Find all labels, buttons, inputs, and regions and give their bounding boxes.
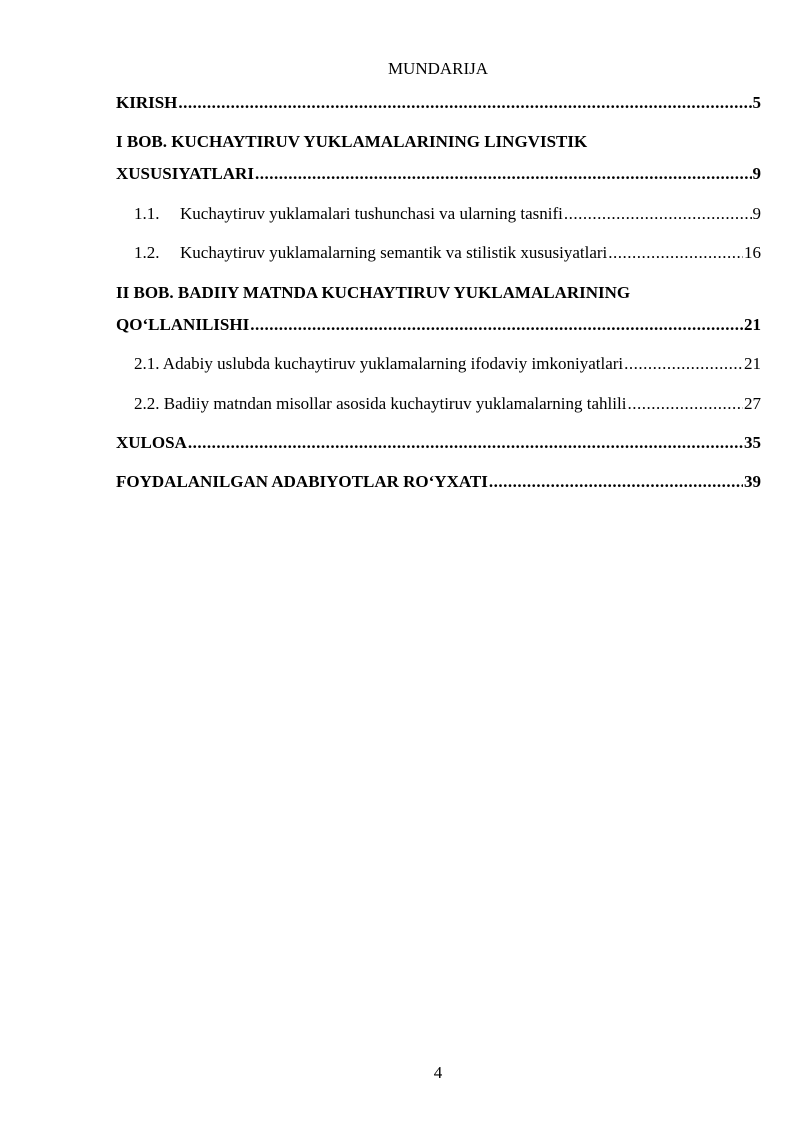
toc-page-number: 9: [752, 164, 761, 183]
toc-entry-bob-1[interactable]: [116, 131, 761, 153]
dot-leader: [564, 203, 752, 225]
toc-entry-text: KIRISH: [116, 93, 178, 112]
toc-entry-text-line2: XUSUSIYATLARI: [116, 164, 254, 183]
toc-entry-1-1[interactable]: [134, 203, 761, 225]
toc-page-number: 9: [752, 204, 761, 223]
toc-page-number: 39: [744, 472, 761, 491]
toc-entry-2-2[interactable]: [134, 393, 761, 415]
toc-page-number: 5: [752, 93, 761, 112]
toc-entry-kirish[interactable]: [116, 92, 761, 114]
toc-entry-bob-2[interactable]: [116, 282, 761, 304]
toc-page-number: 27: [744, 394, 761, 413]
page-title: MUNDARIJA: [387, 59, 489, 78]
toc-section-number: 1.2.: [134, 243, 160, 262]
toc-entry-xulosa[interactable]: [116, 432, 761, 454]
toc-page-number: 21: [744, 354, 761, 373]
dot-leader: [627, 393, 743, 415]
toc-entry-bob-2-line2[interactable]: [116, 314, 761, 336]
toc-entry-text: 2.2. Badiiy matndan misollar asosida kuchaytiruv yuklamalarning tahlili: [134, 394, 627, 413]
toc-entry-2-1[interactable]: [134, 353, 761, 375]
toc-page-number: 16: [744, 243, 761, 262]
toc-page-number: 35: [744, 433, 761, 452]
dot-leader: [255, 163, 752, 185]
toc-entry-1-2[interactable]: [134, 242, 761, 264]
dot-leader: [250, 314, 743, 336]
page-number: 4: [433, 1063, 443, 1082]
dot-leader: [608, 242, 743, 264]
dot-leader: [178, 92, 751, 114]
toc-entry-text: Kuchaytiruv yuklamalari tushunchasi va ularning tasnifi: [180, 204, 563, 223]
toc-entry-text-line1: I BOB. KUCHAYTIRUV YUKLAMALARINING LINGVISTIK: [116, 132, 588, 151]
toc-entry-text-line1: II BOB. BADIIY MATNDA KUCHAYTIRUV YUKLAMALARINING: [116, 283, 631, 302]
toc-entry-text: XULOSA: [116, 433, 187, 452]
toc-entry-text: 2.1. Adabiy uslubda kuchaytiruv yuklamalarning ifodaviy imkoniyatlari: [134, 354, 624, 373]
toc-entry-text: Kuchaytiruv yuklamalarning semantik va stilistik xususiyatlari: [180, 243, 608, 262]
toc-entry-bob-1-line2[interactable]: [116, 163, 761, 185]
dot-leader: [489, 471, 743, 493]
toc-section-number: 1.1.: [134, 204, 160, 223]
toc-entry-text: FOYDALANILGAN ADABIYOTLAR RO‘YXATI: [116, 472, 488, 491]
toc-entry-adabiyotlar[interactable]: [116, 471, 761, 493]
dot-leader: [188, 432, 743, 454]
toc-page-number: 21: [744, 315, 761, 334]
dot-leader: [624, 353, 743, 375]
toc-entry-text-line2: QO‘LLANILISHI: [116, 315, 250, 334]
